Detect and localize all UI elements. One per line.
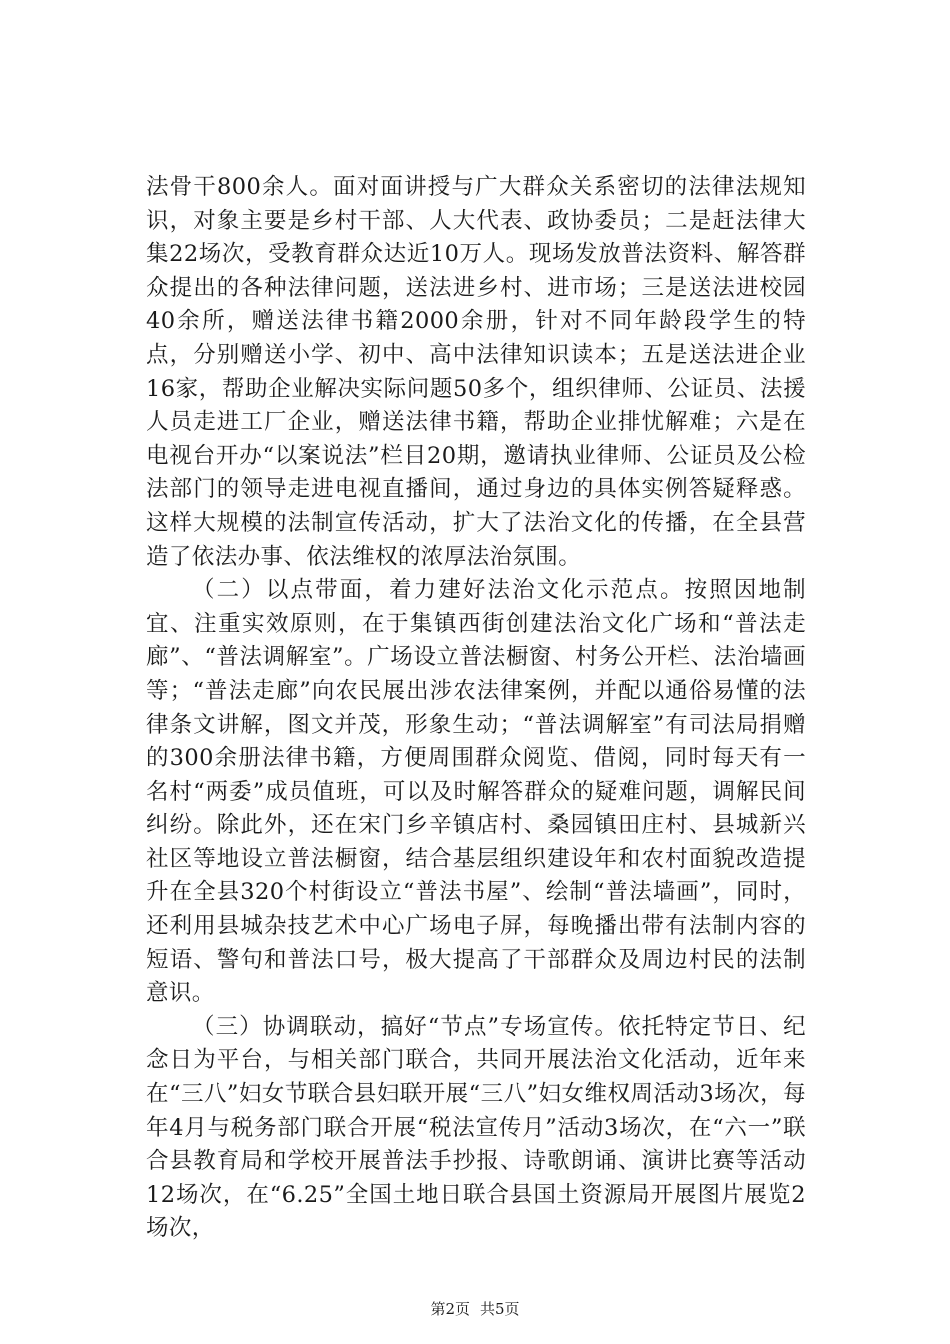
page-total: 共5页: [480, 1300, 520, 1318]
paragraph-3: （三）协调联动，搞好“节点”专场宣传。依托特定节日、纪念日为平台，与相关部门联合，共同开展法治文化活动，近年来在“三八”妇女节联合县妇联开展“三八”妇女维权周活动3场次，每年4月与税务部门联合开展“税法宣传月”活动3场次，在“六一”联合县教育局和学校开展普法手抄报、诗歌朗诵、演讲比赛等活动12场次，在“6.25”全国土地日联合县国土资源局开展图片展览2场次，: [146, 1013, 806, 1242]
body-text: [146, 171, 806, 1246]
paragraph-2: （二）以点带面，着力建好法治文化示范点。按照因地制宜、注重实效原则，在于集镇西街创建法治文化广场和“普法走廊”、“普法调解室”。广场设立普法橱窗、村务公开栏、法治墙画等；“普法走廊”向农民展出涉农法律案例，并配以通俗易懂的法律条文讲解，图文并茂，形象生动；“普法调解室”有司法局捐赠的300余册法律书籍，方便周围群众阅览、借阅，同时每天有一名村“两委”成员值班，可以及时解答群众的疑难问题，调解民间纠纷。除此外，还在宋门乡辛镇店村、桑园镇田庄村、县城新兴社区等地设立普法橱窗，结合基层组织建设年和农村面貌改造提升在全县320个村街设立“普法书屋”、绘制“普法墙画”，同时，还利用县城杂技艺术中心广场电子屏，每晚播出带有法制内容的短语、警句和普法口号，极大提高了干部群众及周边村民的法制意识。: [146, 577, 806, 1007]
page-footer: [0, 1300, 950, 1318]
paragraph-1: 法骨干800余人。面对面讲授与广大群众关系密切的法律法规知识，对象主要是乡村干部、人大代表、政协委员；二是赶法律大集22场次，受教育群众达近10万人。现场发放普法资料、解答群众提出的各种法律问题，送法进乡村、进市场；三是送法进校园40余所，赠送法律书籍2000余册，针对不同年龄段学生的特点，分别赠送小学、初中、高中法律知识读本；五是送法进企业16家，帮助企业解决实际问题50多个，组织律师、公证员、法援人员走进工厂企业，赠送法律书籍，帮助企业排忧解难；六是在电视台开办“以案说法”栏目20期，邀请执业律师、公证员及公检法部门的领导走进电视直播间，通过身边的具体实例答疑释惑。这样大规模的法制宣传活动，扩大了法治文化的传播，在全县营造了依法办事、依法维权的浓厚法治氛围。: [146, 174, 806, 570]
page-number: 第2页: [430, 1300, 470, 1318]
